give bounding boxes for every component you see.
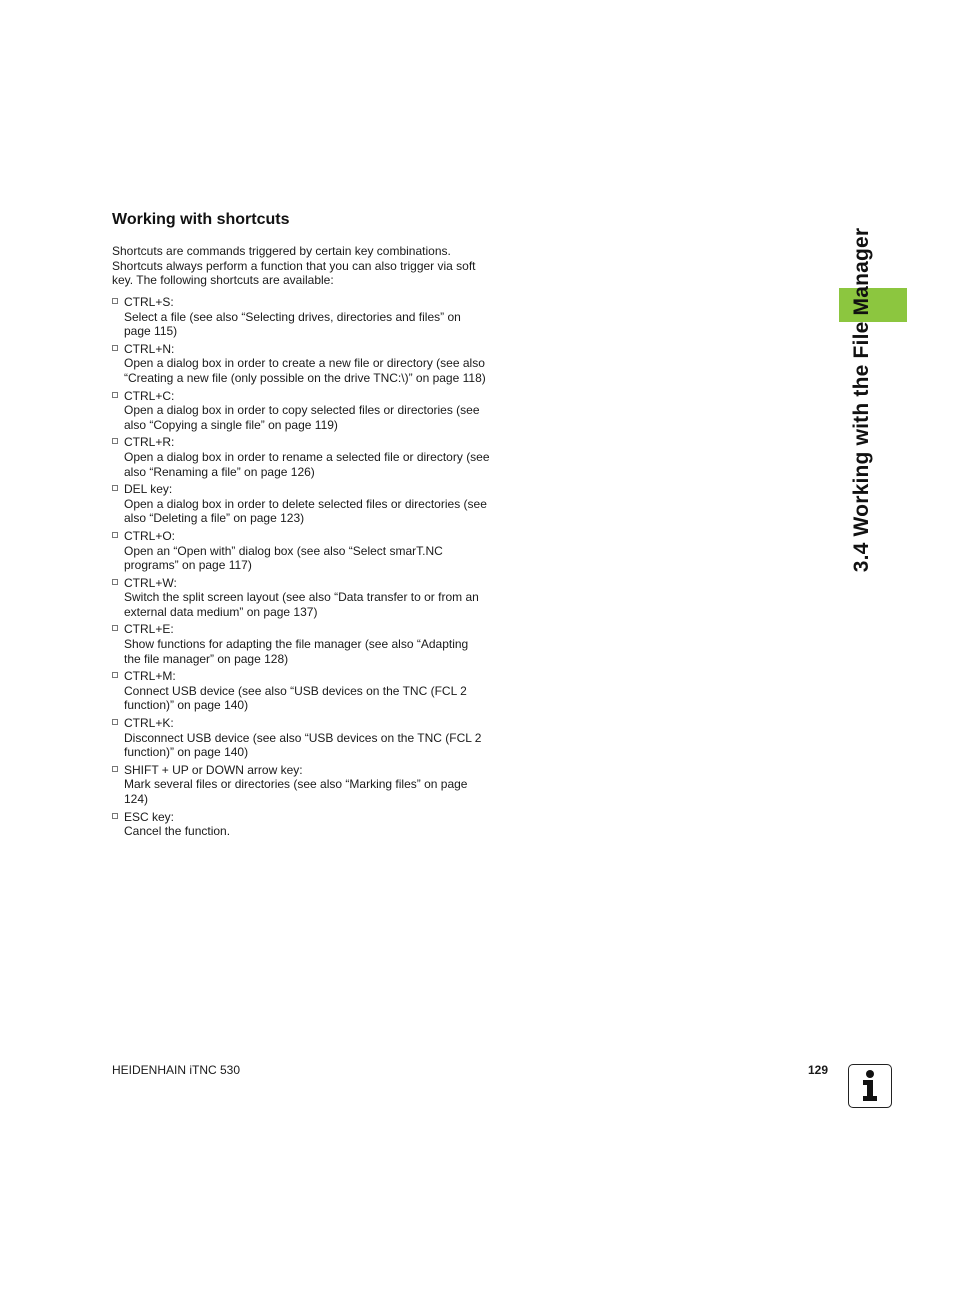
shortcut-description-line: also “Renaming a file” on page 126) (124, 464, 315, 479)
square-bullet-icon (112, 625, 118, 631)
shortcut-key: ESC key: (124, 809, 175, 824)
chapter-side-title: 3.4 Working with the File Manager (850, 227, 873, 573)
shortcut-description-line: also “Deleting a file” on page 123) (124, 511, 305, 526)
shortcut-description-line: 124) (124, 792, 149, 806)
shortcut-description-line: Connect USB device (see also “USB devices on the TNC (FCL 2 (124, 683, 467, 698)
shortcut-description-line: Open a dialog box in order to copy selected files or directories (see (124, 403, 480, 418)
shortcut-item (112, 342, 522, 386)
shortcut-description-line: also “Copying a single file” on page 119) (124, 417, 338, 432)
shortcut-item (112, 576, 522, 620)
shortcut-description-line: “Creating a new file (only possible on the drive TNC:\)” on page 118) (124, 370, 486, 385)
shortcut-item (112, 295, 522, 339)
shortcut-key: SHIFT + UP or DOWN arrow key: (124, 762, 303, 777)
shortcut-item (112, 622, 522, 666)
square-bullet-icon (112, 532, 118, 538)
shortcut-key: CTRL+C: (124, 388, 175, 403)
square-bullet-icon (112, 438, 118, 444)
shortcut-key: CTRL+M: (124, 669, 176, 684)
shortcut-item (112, 763, 522, 807)
square-bullet-icon (112, 298, 118, 304)
shortcut-item (112, 716, 522, 760)
shortcut-key: CTRL+R: (124, 435, 175, 450)
page-number: 129 (808, 1063, 829, 1077)
shortcut-item (112, 389, 522, 433)
square-bullet-icon (112, 813, 118, 819)
shortcut-key: CTRL+O: (124, 528, 176, 543)
shortcut-description-line: Open an “Open with” dialog box (see also “Select smarT.NC (124, 543, 443, 558)
square-bullet-icon (112, 392, 118, 398)
shortcut-key: DEL key: (124, 482, 173, 497)
shortcut-description-line: external data medium” on page 137) (124, 604, 318, 619)
shortcut-item (112, 482, 522, 526)
shortcut-description-line: function)” on page 140) (124, 698, 249, 713)
shortcut-description-line: the file manager” on page 128) (124, 651, 289, 666)
square-bullet-icon (112, 766, 118, 772)
square-bullet-icon (112, 345, 118, 351)
section-heading: Working with shortcuts (112, 211, 290, 228)
shortcut-description-line: Select a file (see also “Selecting drives, directories and files” on (124, 309, 461, 324)
shortcut-item (112, 669, 522, 713)
shortcut-description-line: Mark several files or directories (see also “Marking files” on page (124, 777, 468, 792)
shortcut-key: CTRL+S: (124, 295, 174, 309)
shortcut-key: CTRL+N: (124, 341, 175, 356)
shortcut-key: CTRL+E: (124, 622, 174, 637)
shortcut-item (112, 435, 522, 479)
shortcut-description-line: Disconnect USB device (see also “USB devices on the TNC (FCL 2 (124, 730, 482, 745)
shortcut-description-line: programs” on page 117) (124, 558, 252, 573)
shortcut-description-line: Open a dialog box in order to create a new file or directory (see also (124, 356, 485, 371)
info-icon (848, 1064, 892, 1108)
intro-line: Shortcuts are commands triggered by certain key combinations. (112, 244, 451, 258)
shortcut-item (112, 529, 522, 573)
footer-product-name: HEIDENHAIN iTNC 530 (112, 1063, 241, 1077)
shortcut-key: CTRL+K: (124, 716, 174, 731)
square-bullet-icon (112, 579, 118, 585)
shortcut-description-line: function)” on page 140) (124, 745, 249, 760)
shortcut-list (112, 295, 522, 842)
shortcut-item (112, 810, 522, 839)
intro-line: key. The following shortcuts are available: (112, 273, 334, 288)
square-bullet-icon (112, 719, 118, 725)
shortcut-description-line: page 115) (124, 324, 178, 339)
shortcut-description-line: Switch the split screen layout (see also “Data transfer to or from an (124, 590, 479, 605)
shortcut-description-line: Show functions for adapting the file manager (see also “Adapting (124, 637, 469, 652)
intro-line: Shortcuts always perform a function that you can also trigger via soft (112, 258, 476, 273)
shortcut-description-line: Open a dialog box in order to rename a selected file or directory (see (124, 449, 490, 464)
shortcut-key: CTRL+W: (124, 575, 177, 590)
shortcut-description-line: Open a dialog box in order to delete selected files or directories (see (124, 496, 487, 511)
square-bullet-icon (112, 672, 118, 678)
intro-paragraph (112, 244, 512, 288)
shortcut-description-line: Cancel the function. (124, 824, 231, 839)
square-bullet-icon (112, 485, 118, 491)
